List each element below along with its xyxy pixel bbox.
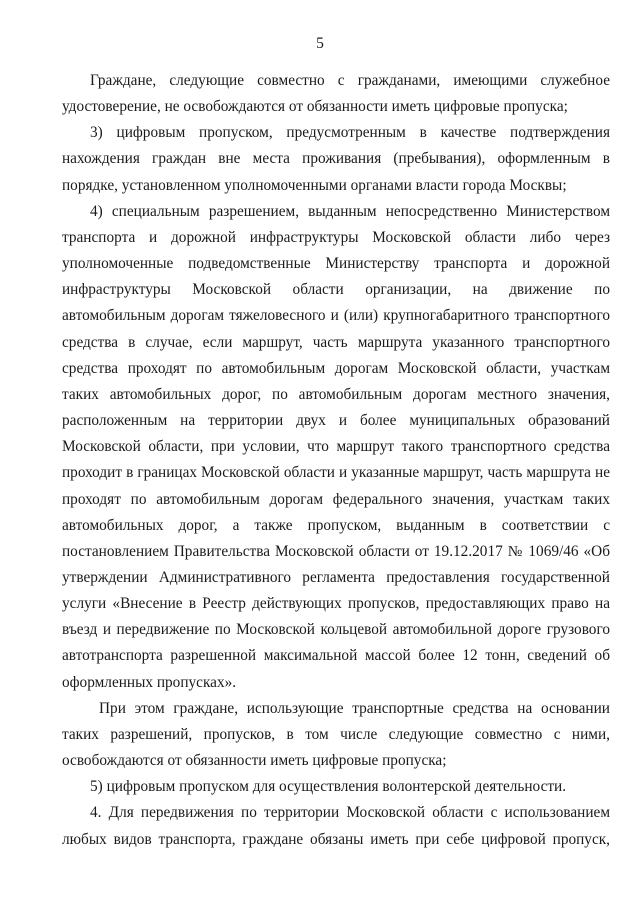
paragraph-section-4: 4. Для передвижения по территории Московской области с использованием любых видов транспорта, граждане обязаны иметь при себе цифровой пропуск, xyxy=(62,804,610,848)
document-body xyxy=(62,68,610,853)
paragraph-exemption-note: При этом граждане, использующие транспортные средства на основании таких разрешений, пропусков, в том числе следующие совместно с ними, освобождаются от обязанности иметь цифровые пропуска; xyxy=(62,699,610,770)
paragraph-escort-citizens: Граждане, следующие совместно с гражданами, имеющими служебное удостоверение, не освобождаются от обязанности иметь цифровые пропуска; xyxy=(62,72,610,116)
paragraph-item-3: 3) цифровым пропуском, предусмотренным в качестве подтверждения нахождения граждан вне места проживания (пребывания), оформленным в порядке, установленном уполномоченными органами власти города Москвы; xyxy=(62,124,610,194)
paragraph-item-4: 4) специальным разрешением, выданным непосредственно Министерством транспорта и дорожной инфраструктуры Московской области либо через уполномоченные подведомственные Министерству транспорта и дорожной инфраструктуры Московской области организации, на движение по автомобильным дорогам тяжеловесного и (или) крупногабаритного транспортного средства в случае, если маршрут, часть маршрута указанного транспортного средства проходят по автомобильным дорогам Московской области, участкам таких автомобильных дорог, по автомобильным дорогам местного значения, расположенным на территории двух и более муниципальных образований Московской области, при условии, что маршрут такого транспортного средства проходит в границах Московской области и указанные маршрут, часть маршрута не проходят по автомобильным дорогам федерального значения, участкам таких автомобильных дорог, а также пропуском, выданным в соответствии с постановлением Правительства Московской области от 19.12.2017 № 1069/46 «Об утверждении Административного регламента предоставления государственной услуги «Внесение в Реестр действующих пропусков, предоставляющих право на въезд и передвижение по Московской кольцевой автомобильной дороге грузового автотранспорта разрешенной максимальной массой более 12 тонн, сведений об оформленных пропусках». xyxy=(62,202,610,691)
paragraph-item-5: 5) цифровым пропуском для осуществления волонтерской деятельности. xyxy=(90,778,567,796)
page-number: 5 xyxy=(316,35,324,52)
